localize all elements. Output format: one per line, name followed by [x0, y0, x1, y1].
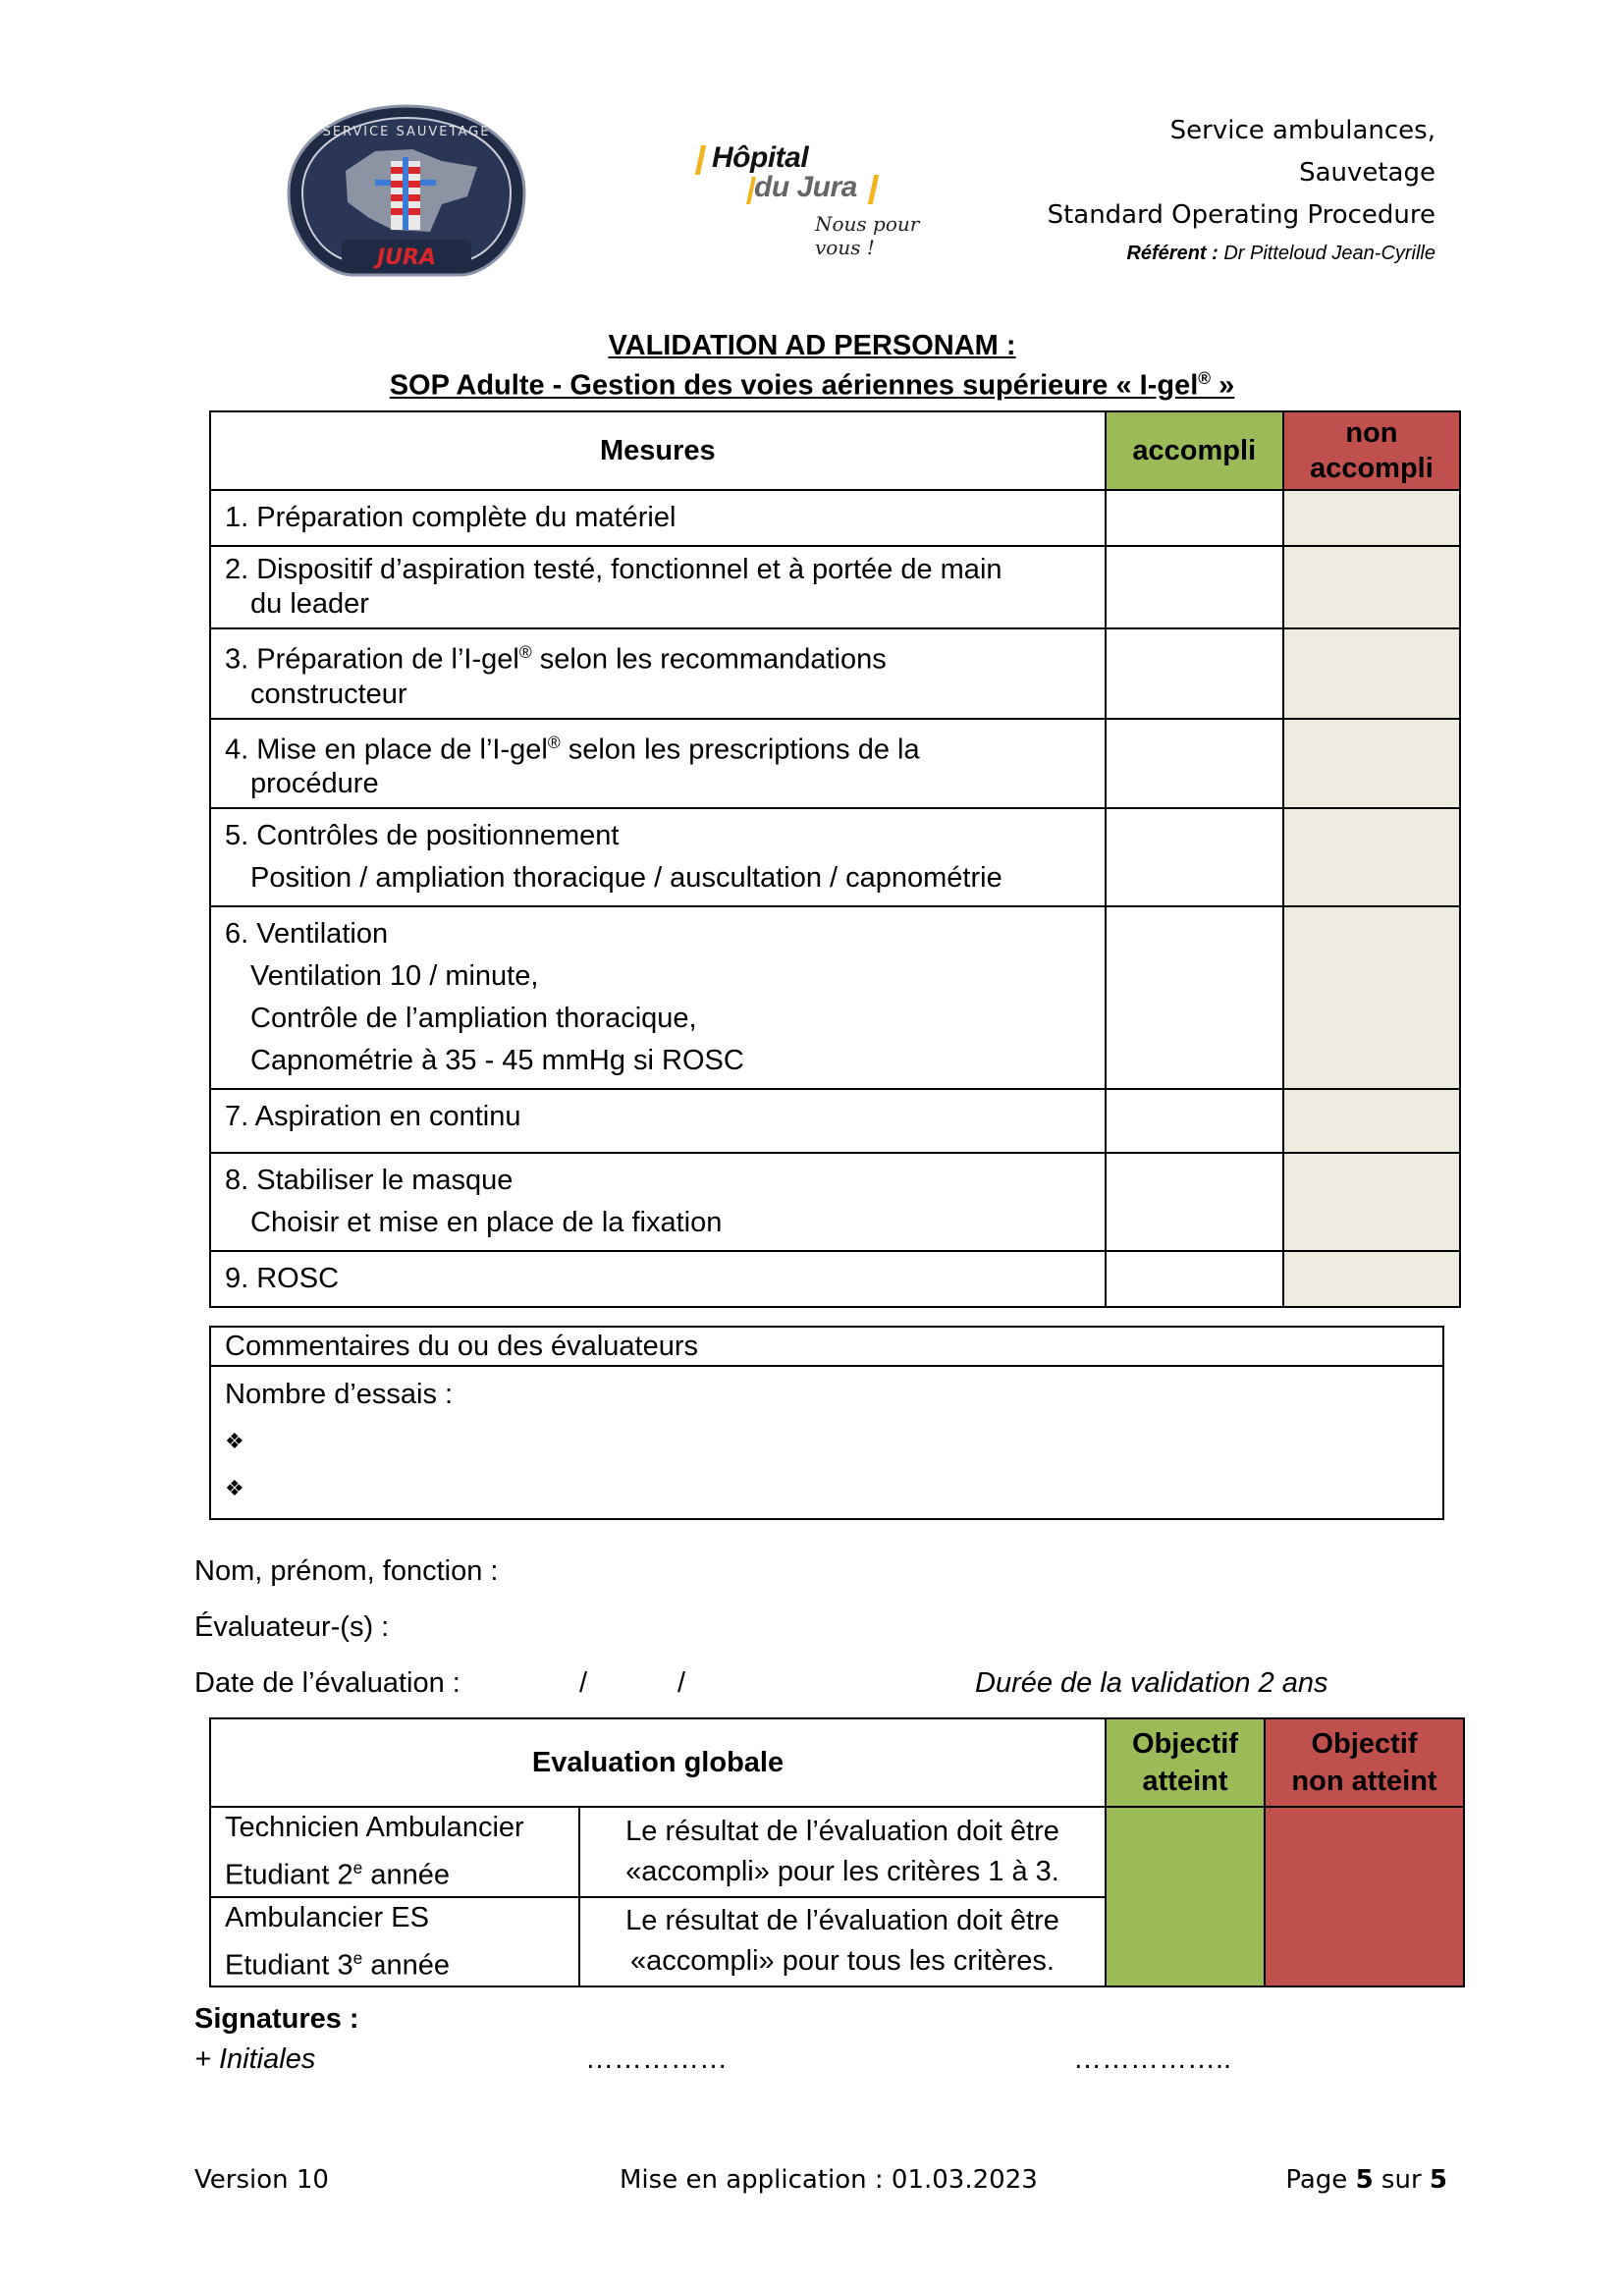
referent [1048, 239, 1435, 268]
validity-duration: Durée de la validation 2 ans [975, 1667, 1328, 1699]
done-cell[interactable] [1106, 808, 1283, 906]
logo-accent-bar [868, 175, 879, 204]
not-done-cell[interactable] [1283, 1089, 1460, 1153]
col-measures: Mesures [210, 411, 1106, 490]
table-row [210, 490, 1460, 546]
done-cell[interactable] [1106, 906, 1283, 1089]
logo-hospital-line1: Hôpital [712, 141, 809, 174]
objective-reached-cell[interactable] [1106, 1807, 1265, 1986]
comments-box [209, 1326, 1444, 1520]
footer-application-date: Mise en application : 01.03.2023 [620, 2165, 1038, 2195]
done-cell[interactable] [1106, 1089, 1283, 1153]
table-row [210, 546, 1460, 628]
not-done-cell[interactable] [1283, 546, 1460, 628]
signature-line[interactable]: …………….. [1073, 2043, 1232, 2075]
done-cell[interactable] [1106, 1251, 1283, 1307]
service-sauvetage-logo [285, 102, 528, 279]
bullet-icon: ❖ [225, 1429, 244, 1453]
initials-label: + Initiales [194, 2043, 316, 2075]
not-done-cell[interactable] [1283, 490, 1460, 546]
measure-text: 4. Mise en place de l’I-gel® selon les prescriptions de la procédure [210, 719, 1106, 809]
not-done-cell[interactable] [1283, 1153, 1460, 1251]
service-line: Standard Operating Procedure [1047, 200, 1435, 230]
table-header-row [210, 411, 1460, 490]
evaluation-table [209, 1717, 1465, 1987]
col-objective-not-reached: Objectif non atteint [1265, 1718, 1464, 1807]
col-objective-reached: Objectif atteint [1106, 1718, 1265, 1807]
not-done-cell[interactable] [1283, 719, 1460, 809]
evaluators-field-label: Évaluateur-(s) : [194, 1611, 390, 1643]
logo-arc-text: SERVICE SAUVETAGE [322, 125, 491, 139]
role-label: Ambulancier ES Etudiant 3e année [210, 1897, 579, 1987]
done-cell[interactable] [1106, 719, 1283, 809]
table-row [210, 1089, 1460, 1153]
measure-text: 2. Dispositif d’aspiration testé, fonctionnel et à portée de main du leader [210, 546, 1106, 628]
done-cell[interactable] [1106, 628, 1283, 719]
requirement-text: Le résultat de l’évaluation doit être «accompli» pour les critères 1 à 3. [579, 1807, 1106, 1897]
done-cell[interactable] [1106, 1153, 1283, 1251]
date-separator: / [677, 1667, 686, 1699]
logo-slogan: Nous pour vous ! [815, 212, 920, 259]
col-done: accompli [1106, 411, 1283, 490]
not-done-cell[interactable] [1283, 906, 1460, 1089]
service-line: Service ambulances, [1169, 116, 1435, 145]
document-subtitle: SOP Adulte - Gestion des voies aériennes supérieure « I-gel® » [389, 368, 1235, 402]
table-row [210, 906, 1460, 1089]
measure-text: 5. Contrôles de positionnement Position / ampliation thoracique / auscultation / capnométrie [210, 808, 1106, 906]
logo-hospital-line2: du Jura [754, 171, 857, 203]
attempts-label: Nombre d’essais : [225, 1379, 454, 1410]
logo-accent-bar [695, 145, 706, 175]
col-global-evaluation: Evaluation globale [210, 1718, 1106, 1807]
logo-region-text: JURA [376, 245, 437, 270]
table-row [210, 628, 1460, 719]
footer-page-number: Page 5 sur 5 [1285, 2165, 1447, 2195]
col-not-done: non accompli [1283, 411, 1460, 490]
name-field-label: Nom, prénom, fonction : [194, 1555, 499, 1587]
hopital-du-jura-logo [692, 137, 957, 259]
not-done-cell[interactable] [1283, 808, 1460, 906]
comments-header: Commentaires du ou des évaluateurs [210, 1327, 1443, 1366]
service-header [1048, 110, 1435, 268]
referent-name: Dr Pitteloud Jean-Cyrille [1223, 243, 1435, 264]
table-row [210, 808, 1460, 906]
measure-text: 3. Préparation de l’I-gel® selon les recommandations constructeur [210, 628, 1106, 719]
not-done-cell[interactable] [1283, 628, 1460, 719]
footer-version: Version 10 [194, 2165, 329, 2195]
date-separator: / [579, 1667, 588, 1699]
measure-text: 8. Stabiliser le masque Choisir et mise en place de la fixation [210, 1153, 1106, 1251]
measures-table [209, 410, 1461, 1308]
done-cell[interactable] [1106, 546, 1283, 628]
table-row [210, 1153, 1460, 1251]
referent-label: Référent : [1126, 243, 1218, 264]
measure-text: 1. Préparation complète du matériel [210, 490, 1106, 546]
measure-text: 9. ROSC [210, 1251, 1106, 1307]
signatures-title: Signatures : [194, 2003, 359, 2035]
role-label: Technicien Ambulancier Etudiant 2e année [210, 1807, 579, 1897]
not-done-cell[interactable] [1283, 1251, 1460, 1307]
measure-text: 6. Ventilation Ventilation 10 / minute, Contrôle de l’ampliation thoracique, Capnométrie à 35 - 45 mmHg si ROSC [210, 906, 1106, 1089]
table-header-row [210, 1718, 1464, 1807]
document-title: VALIDATION AD PERSONAM : [608, 330, 1016, 361]
bullet-icon: ❖ [225, 1476, 244, 1500]
requirement-text: Le résultat de l’évaluation doit être «accompli» pour tous les critères. [579, 1897, 1106, 1987]
table-row [210, 719, 1460, 809]
service-line: Sauvetage [1299, 158, 1435, 188]
signature-line[interactable]: …………… [585, 2043, 728, 2075]
comments-area[interactable] [210, 1366, 1443, 1519]
objective-not-reached-cell[interactable] [1265, 1807, 1464, 1986]
date-field-label: Date de l’évaluation : [194, 1667, 460, 1699]
table-row [210, 1807, 1464, 1897]
measure-text: 7. Aspiration en continu [210, 1089, 1106, 1153]
done-cell[interactable] [1106, 490, 1283, 546]
table-row [210, 1251, 1460, 1307]
